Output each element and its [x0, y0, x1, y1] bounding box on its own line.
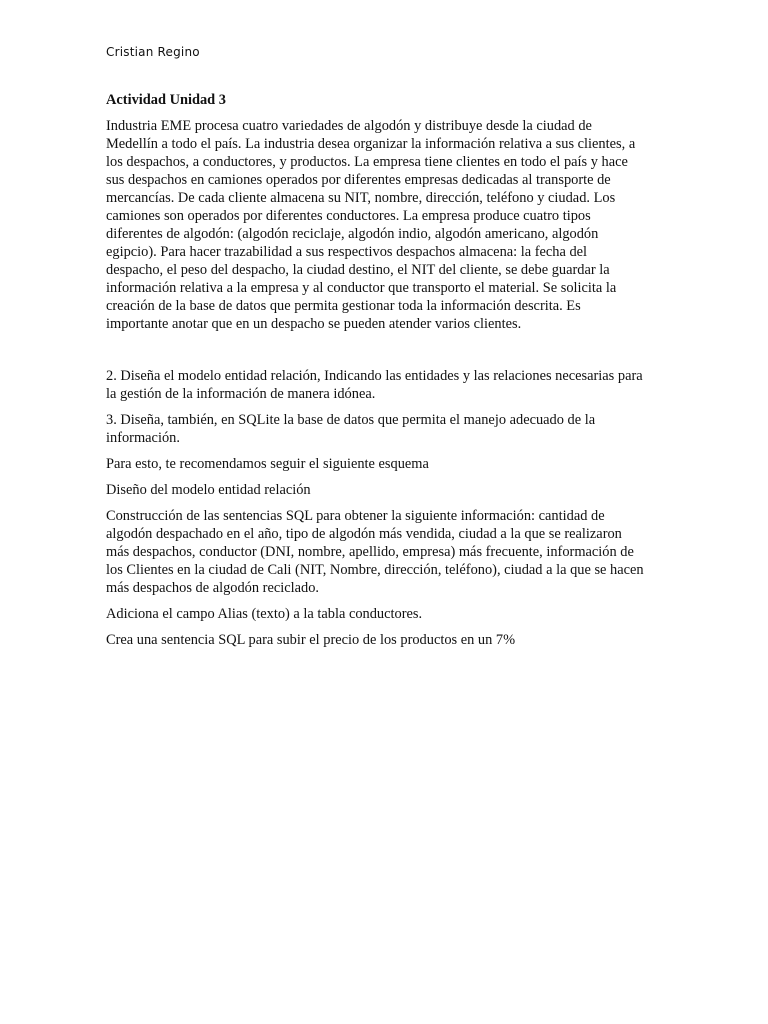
- paragraph-er-design: Diseño del modelo entidad relación: [106, 482, 311, 498]
- paragraph-task-2: 2. Diseña el modelo entidad relación, Indicando las entidades y las relaciones necesarias para la gestión de la información de manera idónea.: [106, 368, 643, 402]
- paragraph-sql-queries: Construcción de las sentencias SQL para obtener la siguiente información: cantidad de algodón despachado en el año, tipo de algodón más vendida, ciudad a la que se realizaron más despachos, conductor (DNI, nombre, apellido, empresa) más frecuente, información de los Clientes en la ciudad de Cali (NIT, Nombre, dirección, teléfono), ciudad a la que se hacen más despachos de algodón reciclado.: [106, 508, 644, 596]
- document-title: Actividad Unidad 3: [106, 92, 226, 108]
- paragraph-price-update: Crea una sentencia SQL para subir el precio de los productos en un 7%: [106, 632, 516, 648]
- author-header: Cristian Regino: [106, 45, 200, 59]
- paragraph-intro: Industria EME procesa cuatro variedades de algodón y distribuye desde la ciudad de Medellín a todo el país. La industria desea organizar la información relativa a sus clientes, a los despachos, a conductores, y productos. La empresa tiene clientes en todo el país y hace sus despachos en camiones operados por diferentes empresas dedicadas al transporte de mercancías. De cada cliente almacena su NIT, nombre, dirección, teléfono y ciudad. Los camiones son operados por diferentes conductores. La empresa produce cuatro tipos diferentes de algodón: (algodón reciclaje, algodón indio, algodón americano, algodón egipcio). Para hacer trazabilidad a sus respectivos despachos almacena: la fecha del despacho, el peso del despacho, la ciudad destino, el NIT del cliente, se debe guardar la información relativa a la empresa y al conductor que transporto el material. Se solicita la creación de la base de datos que permita gestionar toda la información descrita. Es importante anotar que en un despacho se pueden atender varios clientes.: [106, 118, 636, 332]
- document-body: [106, 91, 646, 657]
- paragraph-recommendation: Para esto, te recomendamos seguir el siguiente esquema: [106, 456, 429, 472]
- paragraph-alias-field: Adiciona el campo Alias (texto) a la tabla conductores.: [106, 606, 423, 622]
- paragraph-task-3: 3. Diseña, también, en SQLite la base de datos que permita el manejo adecuado de la información.: [106, 412, 596, 446]
